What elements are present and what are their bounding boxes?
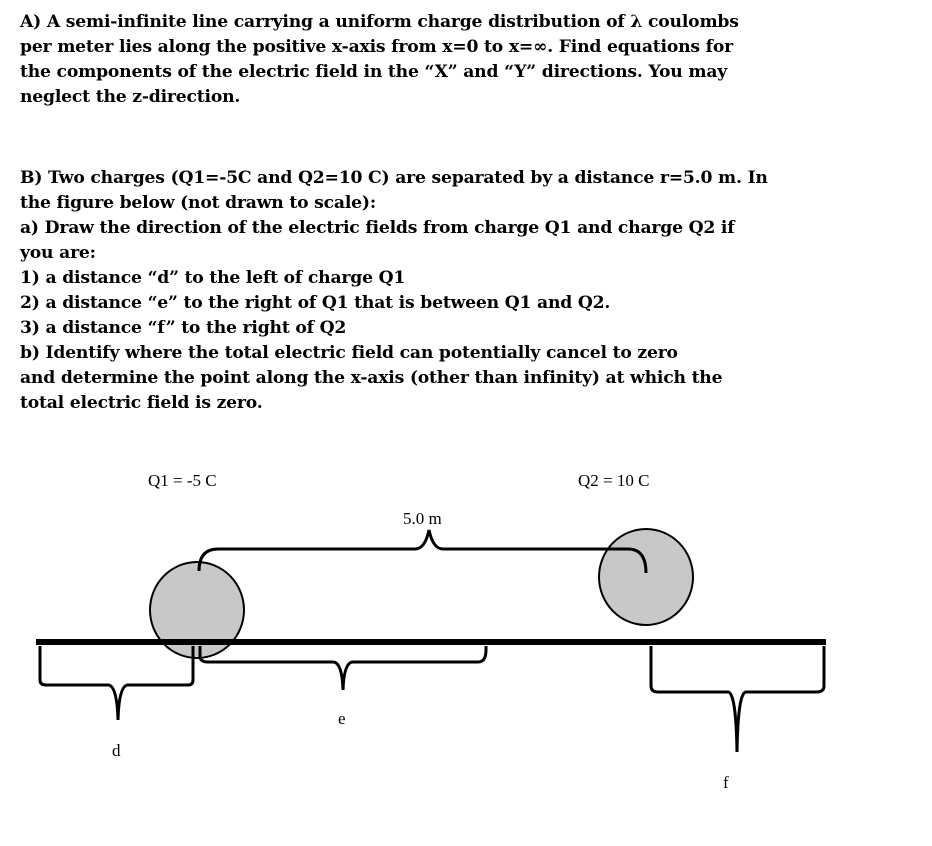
q2-label: Q2 = 10 C [578, 471, 650, 490]
distance-brace [199, 530, 646, 573]
text-line: the figure below (not drawn to scale): [20, 193, 376, 213]
f-label: f [723, 773, 729, 792]
text-line: B) Two charges (Q1=-5C and Q2=10 C) are separated by a distance r=5.0 m. In [20, 168, 768, 188]
text-line: you are: [20, 243, 96, 263]
x-axis-line [36, 639, 826, 645]
distance-label: 5.0 m [403, 509, 442, 528]
text-line: 1) a distance “d” to the left of charge Q1 [20, 268, 406, 288]
text-line: 3) a distance “f” to the right of Q2 [20, 318, 347, 338]
text-line: a) Draw the direction of the electric fields from charge Q1 and charge Q2 if [20, 218, 735, 238]
text-line: total electric field is zero. [20, 393, 263, 413]
e-label: e [338, 709, 346, 728]
f-brace [651, 646, 824, 752]
text-line: 2) a distance “e” to the right of Q1 that is between Q1 and Q2. [20, 293, 611, 313]
text-line: neglect the z-direction. [20, 87, 241, 107]
text-line: the components of the electric field in the “X” and “Y” directions. You may [20, 62, 728, 82]
e-brace [200, 646, 486, 690]
q1-label: Q1 = -5 C [148, 471, 217, 490]
text-line: A) A semi-infinite line carrying a uniform charge distribution of λ coulombs [20, 12, 739, 32]
charge-q2 [599, 529, 693, 625]
text-line: per meter lies along the positive x-axis from x=0 to x=∞. Find equations for [20, 37, 733, 57]
text-line: b) Identify where the total electric field can potentially cancel to zero [20, 343, 678, 363]
d-label: d [112, 741, 121, 760]
d-brace [40, 646, 193, 720]
text-line: and determine the point along the x-axis (other than infinity) at which the [20, 368, 723, 388]
